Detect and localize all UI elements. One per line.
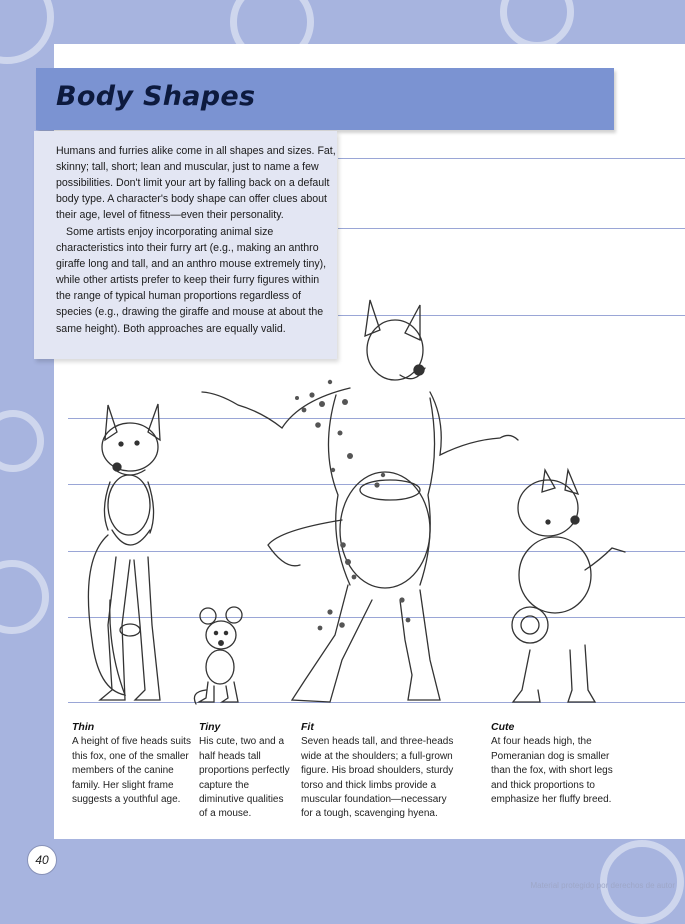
page-number: 40 (27, 845, 57, 875)
page-title: Body Shapes (56, 81, 256, 112)
intro-box (34, 131, 337, 359)
fox-figure (88, 404, 160, 700)
caption-cute (491, 720, 619, 807)
intro-paragraph: Humans and furries alike come in all shapes and sizes. Fat, skinny; tall, short; lean and muscular, just to name a few possibilities. Don't limit your art by falling back on a default body type. A character's body shape can offer clues about their age, level of fitness—even their personality. (56, 145, 336, 222)
caption-title: Cute (491, 721, 515, 733)
caption-tiny (199, 720, 293, 822)
hyena-figure (202, 300, 518, 702)
watermark-text: Material protegido por derechos de autor (530, 881, 675, 890)
caption-fit (301, 720, 456, 822)
caption-text: Seven heads tall, and three-heads wide at the shoulders; a full-grown figure. His broad shoulders, sturdy torso and thick limbs provide a muscular foundation—necessary for a tough, scavenging hyena. (301, 736, 454, 820)
caption-thin (72, 720, 194, 807)
title-banner (36, 68, 614, 130)
caption-text: A height of five heads suits this fox, one of the smaller members of the canine family. Her slight frame suggests a youthful age. (72, 736, 191, 806)
intro-paragraph: Some artists enjoy incorporating animal size characteristics into their furry art (e.g., making an anthro giraffe long and tall, and an anthro mouse extremely tiny), while other artists prefer to keep their furry figures within the range of typical human proportions regardless of species (e.g., drawing the giraffe and mouse at about the same height). Both approaches are equally valid. (56, 226, 327, 335)
caption-title: Tiny (199, 721, 221, 733)
pomeranian-figure (512, 470, 625, 702)
caption-text: His cute, two and a half heads tall proportions perfectly capture the diminutive qualities of a mouse. (199, 736, 290, 820)
caption-title: Thin (72, 721, 95, 733)
mouse-figure (194, 607, 242, 704)
caption-text: At four heads high, the Pomeranian dog is smaller than the fox, with short legs and thick proportions to emphasize her fluffy breed. (491, 736, 613, 806)
caption-title: Fit (301, 721, 314, 733)
